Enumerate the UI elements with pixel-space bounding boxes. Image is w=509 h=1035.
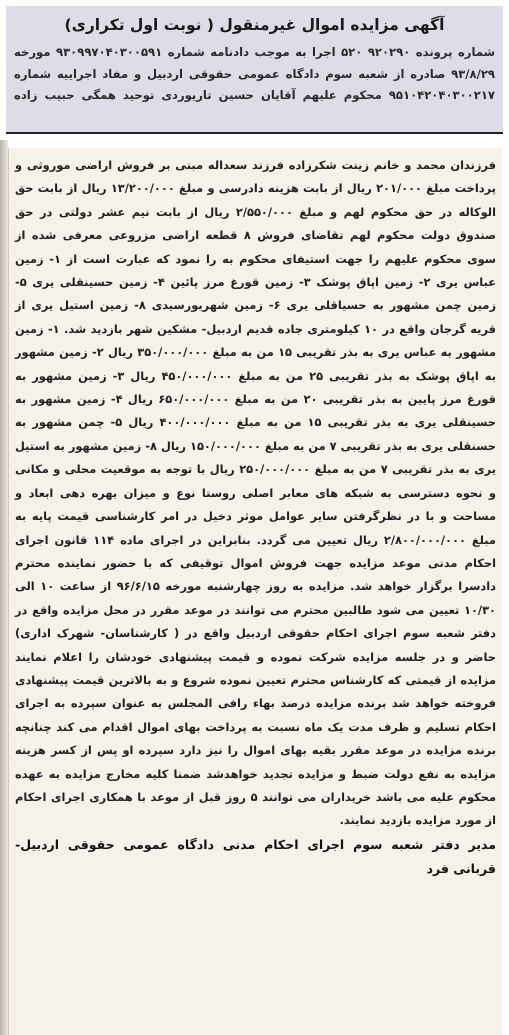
case-details-text: شماره پرونده ۹۲۰۲۹۰ ۵۲۰ اجرا به موجب دادنامه شماره ۹۳۰۹۹۷۰۴۰۳۰۰۵۹۱ مورخه ۹۳/۸/۲۹ صادره از شعبه سوم دادگاه عمومی حقوقی اردبیل و مفاد اجراییه شماره ۹۵۱۰۴۲۰۴۰۳۰۰۲۱۷ محکوم علیهم آقایان حسین تاریوردی توحید همگی حبیب زاده <box>14 45 496 102</box>
notice-header <box>6 6 503 134</box>
notice-body <box>8 148 502 1035</box>
auction-body-text: فرزندان محمد و خانم زینت شکرزاده فرزند سعداله مبنی بر فروش اراضی موروثی و پرداخت مبلغ ۲۰۱/۰۰۰ ریال از بابت هزینه دادرسی و مبلغ ۱۳/۲۰۰/۰۰۰ ریال از بابت حق الوکاله در حق محکوم لهم و مبلغ ۲/۵۵۰/۰۰۰ ریال از بابت نیم عشر دولتی در حق صندوق دولت محکوم لهم تقاضای فروش ۸ قطعه اراضی مزروعی معرفی شده از سوی محکوم علیهم را جهت استیفای محکوم به را نمود که عبارت است از ۱- زمین عباس یری ۲- زمین اپاق پوشک ۳- زمین قورغ مرز پائین ۴- زمین حسینقلی یری ۵- زمین چمن مشهور به حسیاقلی یری ۶- زمین شهریورسیدی ۸- زمین استیل یری از قریه گرجان واقع در ۱۰ کیلومتری جاده قدیم اردبیل- مشکین شهر بازدید شد. ۱- زمین مشهور به عباس یری به بذر تقریبی ۱۵ من به مبلغ ۳۵۰/۰۰۰/۰۰۰ ریال ۲- زمین مشهور به اپاق پوشک به بذر تقریبی ۲۵ من به مبلغ ۴۵۰/۰۰۰/۰۰۰ ریال ۳- زمین مشهور به قورغ مرز پایین به بذر تقریبی ۲۰ من به مبلغ ۶۵۰/۰۰۰/۰۰۰ ریال ۴- زمین مشهور به حسینقلی یری به بذر تقریبی ۱۵ من به مبلغ ۴۰۰/۰۰۰/۰۰۰ ریال ۵- چمن مشهور به حسنقلی یری به بذر تقریبی ۷ من به مبلغ ۱۵۰/۰۰۰/۰۰۰ ریال ۸- زمین مشهور به استیل یری به بذر تقریبی ۷ من به مبلغ ۲۵۰/۰۰۰/۰۰۰ ریال با توجه به موقعیت محلی و مکانی و نحوه دسترسی به شبکه های معابر اصلی روستا نوع و میزان بهره دهی ابعاد و مساحت و با در نظرگرفتن سایر عوامل موثر دخیل در امر کارشناسی قیمت پایه به مبلغ ۲/۸۰۰/۰۰۰/۰۰۰ ریال تعیین می گردد. بنابراین در اجرای ماده ۱۱۴ قانون اجرای احکام مدنی موعد مزایده جهت فروش اموال توقیفی که با حضور نماینده محترم دادسرا برگزار خواهد شد. مزایده به روز چهارشنبه مورخه ۹۶/۶/۱۵ از ساعت ۱۰ الی ۱۰/۳۰ تعیین می شود طالبین محترم می توانند در موعد مقرر در محل مزایده واقع در دفتر شعبه سوم اجرای احکام حقوقی اردبیل واقع در ( کارشناسان- شهرک اداری) حاضر و در جلسه مزایده شرکت نموده و قیمت پیشنهادی خودشان را اعلام نمایند مزایده از قیمتی که کارشناس محترم تعیین نموده شروع و به بالاترین قیمت پیشنهادی فروخته خواهد شد برنده مزایده درصد بهاء رافی المجلس به عنوان سپرده به اجرای احکام تسلیم و ظرف مدت یک ماه نسبت به پرداخت بهای اموال اقدام می کند چنانچه برنده مزایده در موعد مقرر بقیه بهای اموال را نیز دارد سپرده او پس از کسر هزینه مزایده به نفع دولت ضبط و مزایده تجدید خواهدشد ضمنا کلیه مخارج مزایده به عهده محکوم علیه می باشد خریداران می توانند ۵ روز قبل از موعد با همکاری اجرای احکام از مورد مزایده بازدید نمایند. <box>15 158 497 828</box>
signature-line: مدیر دفتر شعبه سوم اجرای احکام مدنی دادگاه عمومی حقوقی اردبیل- قربانی فرد <box>15 836 496 876</box>
paper-edge-shadow <box>0 140 8 1035</box>
notice-title: آگهی مزایده اموال غیرمنقول ( نوبت اول تکراری) <box>64 16 445 34</box>
